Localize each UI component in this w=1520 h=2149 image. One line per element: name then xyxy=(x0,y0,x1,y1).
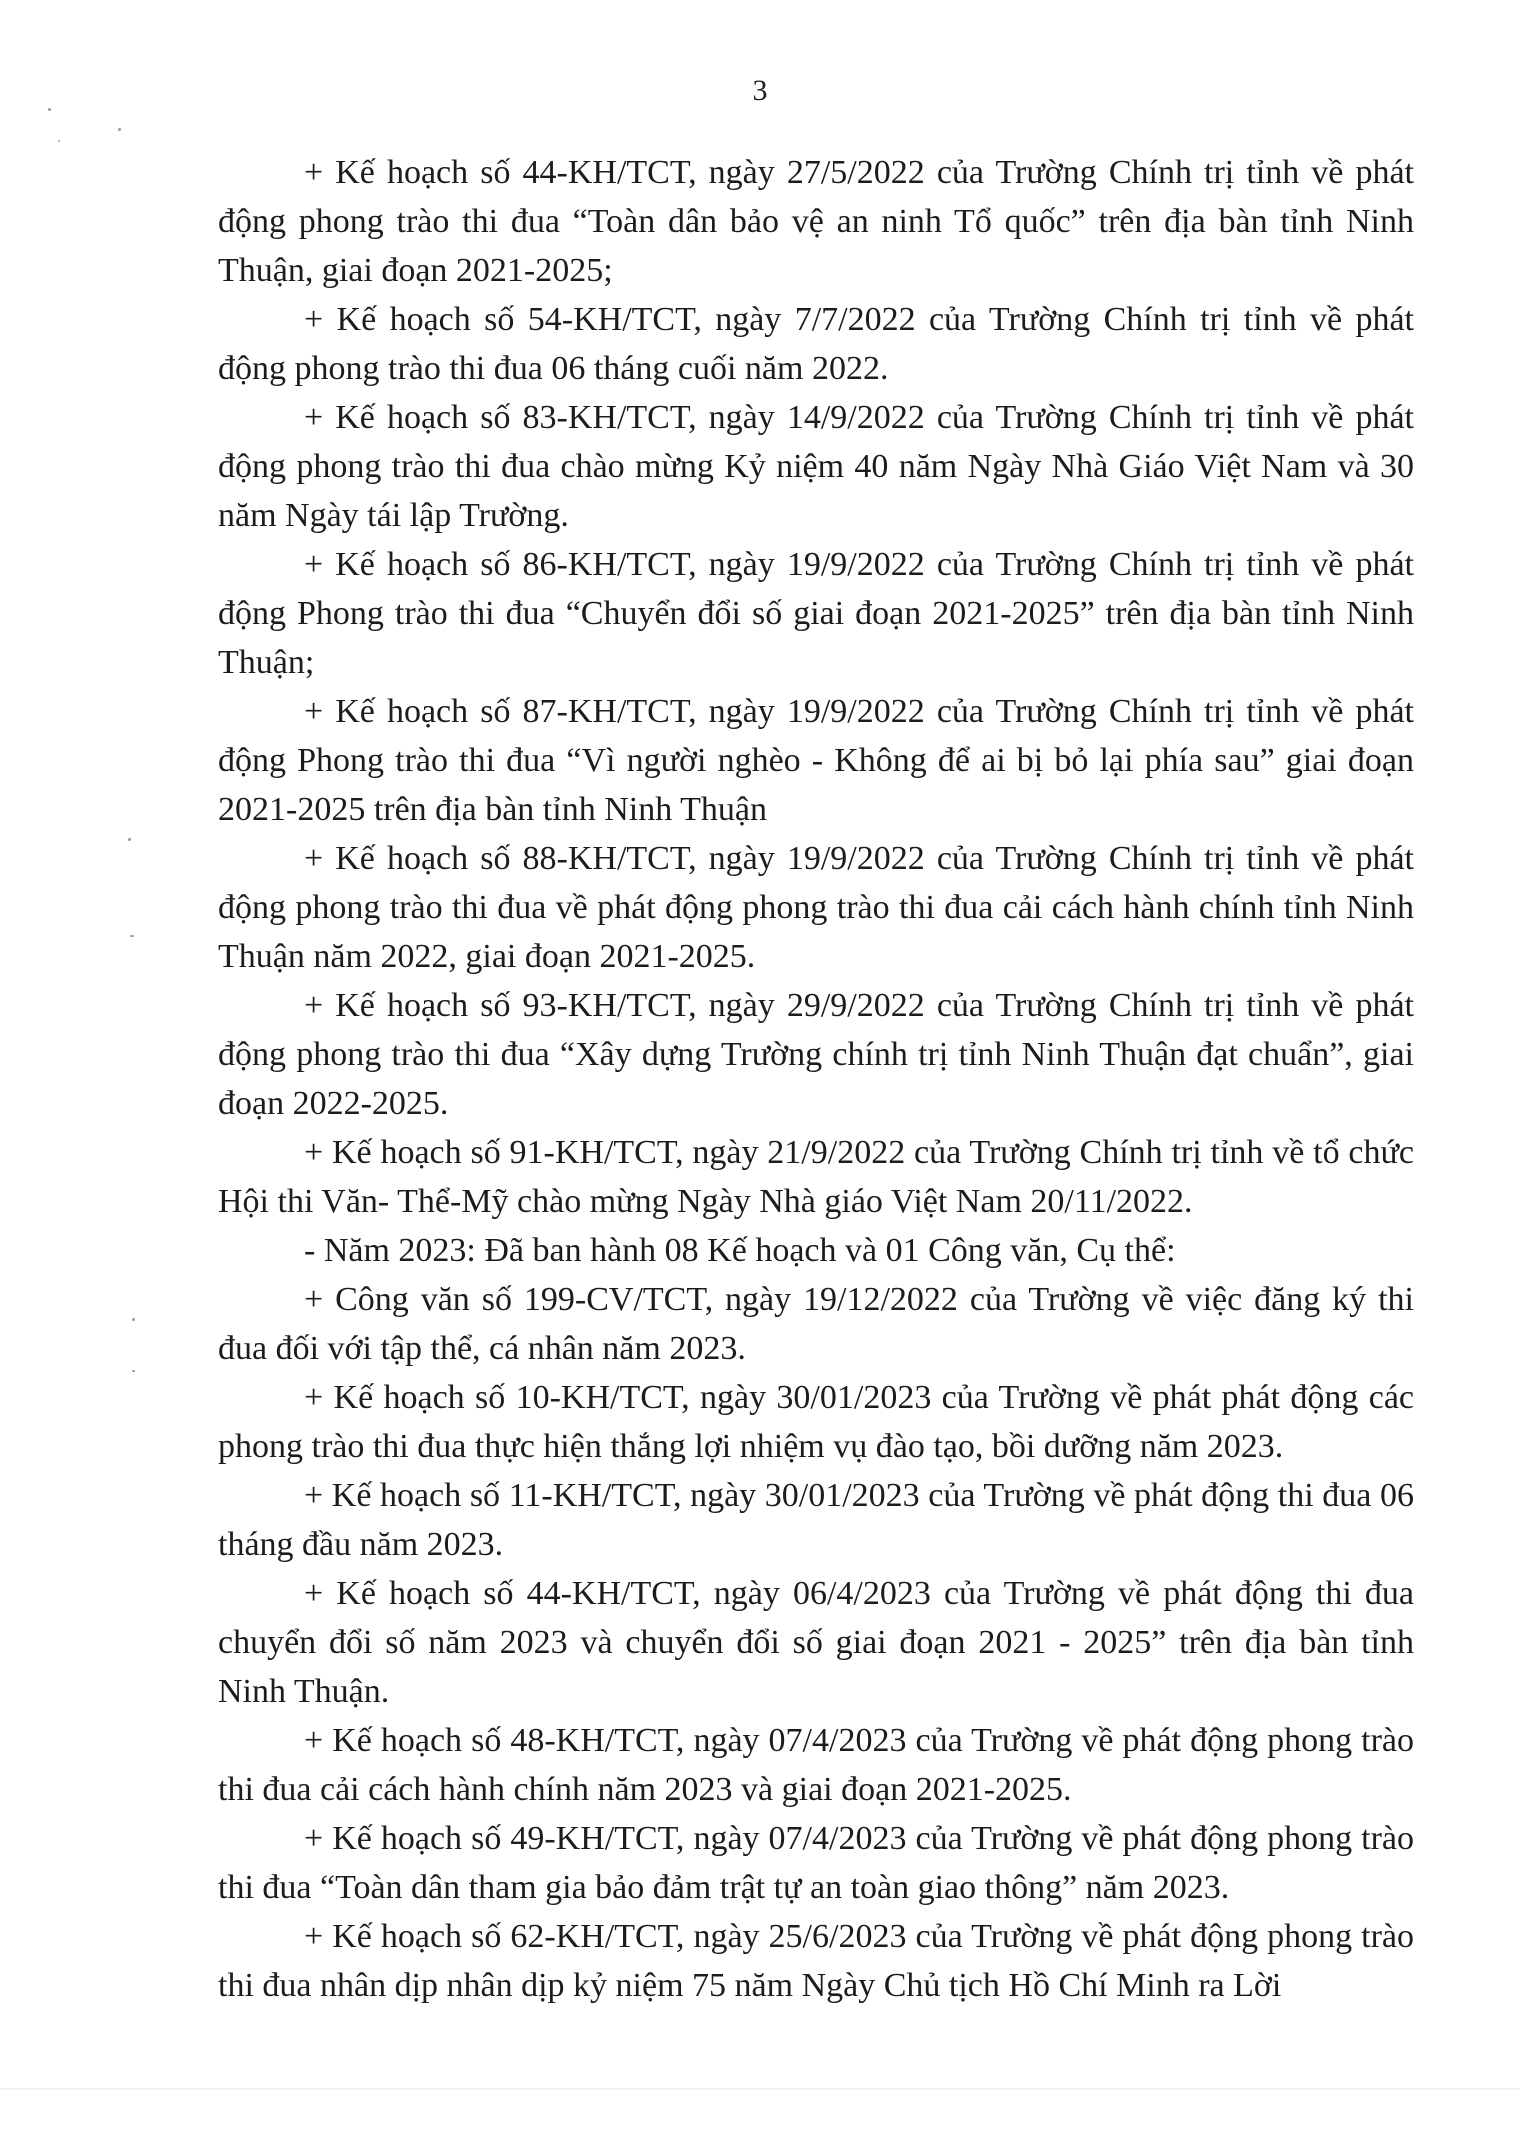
paragraph: - Năm 2023: Đã ban hành 08 Kế hoạch và 01 Công văn, Cụ thể: xyxy=(304,1232,1176,1269)
paragraph: + Kế hoạch số 88-KH/TCT, ngày 19/9/2022 của Trường Chính trị tỉnh về phát động phong trào thi đua về phát động phong trào thi đua cải cách hành chính tỉnh Ninh Thuận năm 2022, giai đoạn 2021-2025. xyxy=(218,840,1414,975)
paragraph: + Kế hoạch số 86-KH/TCT, ngày 19/9/2022 của Trường Chính trị tỉnh về phát động Phong trào thi đua “Chuyển đổi số giai đoạn 2021-2025” trên địa bàn tỉnh Ninh Thuận; xyxy=(218,546,1414,681)
page-number: 3 xyxy=(752,74,768,107)
paragraph: + Kế hoạch số 91-KH/TCT, ngày 21/9/2022 của Trường Chính trị tỉnh về tổ chức Hội thi Văn- Thể-Mỹ chào mừng Ngày Nhà giáo Việt Nam 20/11/2022. xyxy=(218,1134,1414,1220)
scan-speck xyxy=(130,935,134,937)
document-body xyxy=(218,148,1414,2010)
scan-speck xyxy=(132,1370,135,1372)
paragraph: + Kế hoạch số 44-KH/TCT, ngày 27/5/2022 của Trường Chính trị tỉnh về phát động phong trào thi đua “Toàn dân bảo vệ an ninh Tổ quốc” trên địa bàn tỉnh Ninh Thuận, giai đoạn 2021-2025; xyxy=(218,154,1414,289)
paragraph: + Công văn số 199-CV/TCT, ngày 19/12/2022 của Trường về việc đăng ký thi đua đối với tập thể, cá nhân năm 2023. xyxy=(218,1281,1414,1367)
scan-speck xyxy=(118,128,121,131)
scan-edge-line xyxy=(0,2088,1520,2090)
paragraph: + Kế hoạch số 62-KH/TCT, ngày 25/6/2023 của Trường về phát động phong trào thi đua nhân dịp nhân dịp kỷ niệm 75 năm Ngày Chủ tịch Hồ Chí Minh ra Lời xyxy=(218,1918,1414,2004)
paragraph: + Kế hoạch số 93-KH/TCT, ngày 29/9/2022 của Trường Chính trị tỉnh về phát động phong trào thi đua “Xây dựng Trường chính trị tỉnh Ninh Thuận đạt chuẩn”, giai đoạn 2022-2025. xyxy=(218,987,1414,1122)
paragraph: + Kế hoạch số 11-KH/TCT, ngày 30/01/2023 của Trường về phát động thi đua 06 tháng đầu năm 2023. xyxy=(218,1477,1414,1563)
scan-speck xyxy=(48,108,51,111)
paragraph: + Kế hoạch số 44-KH/TCT, ngày 06/4/2023 của Trường về phát động thi đua chuyển đổi số năm 2023 và chuyển đổi số giai đoạn 2021 - 2025” trên địa bàn tỉnh Ninh Thuận. xyxy=(218,1575,1414,1710)
scan-speck xyxy=(132,1318,135,1321)
paragraph: + Kế hoạch số 54-KH/TCT, ngày 7/7/2022 của Trường Chính trị tỉnh về phát động phong trào thi đua 06 tháng cuối năm 2022. xyxy=(218,301,1414,387)
scan-speck xyxy=(128,838,131,841)
paragraph: + Kế hoạch số 83-KH/TCT, ngày 14/9/2022 của Trường Chính trị tỉnh về phát động phong trào thi đua chào mừng Kỷ niệm 40 năm Ngày Nhà Giáo Việt Nam và 30 năm Ngày tái lập Trường. xyxy=(218,399,1414,534)
paragraph: + Kế hoạch số 10-KH/TCT, ngày 30/01/2023 của Trường về phát phát động các phong trào thi đua thực hiện thắng lợi nhiệm vụ đào tạo, bồi dưỡng năm 2023. xyxy=(218,1379,1414,1465)
paragraph: + Kế hoạch số 49-KH/TCT, ngày 07/4/2023 của Trường về phát động phong trào thi đua “Toàn dân tham gia bảo đảm trật tự an toàn giao thông” năm 2023. xyxy=(218,1820,1414,1906)
paragraph: + Kế hoạch số 48-KH/TCT, ngày 07/4/2023 của Trường về phát động phong trào thi đua cải cách hành chính năm 2023 và giai đoạn 2021-2025. xyxy=(218,1722,1414,1808)
scan-speck xyxy=(58,140,60,142)
paragraph: + Kế hoạch số 87-KH/TCT, ngày 19/9/2022 của Trường Chính trị tỉnh về phát động Phong trào thi đua “Vì người nghèo - Không để ai bị bỏ lại phía sau” giai đoạn 2021-2025 trên địa bàn tỉnh Ninh Thuận xyxy=(218,693,1414,828)
